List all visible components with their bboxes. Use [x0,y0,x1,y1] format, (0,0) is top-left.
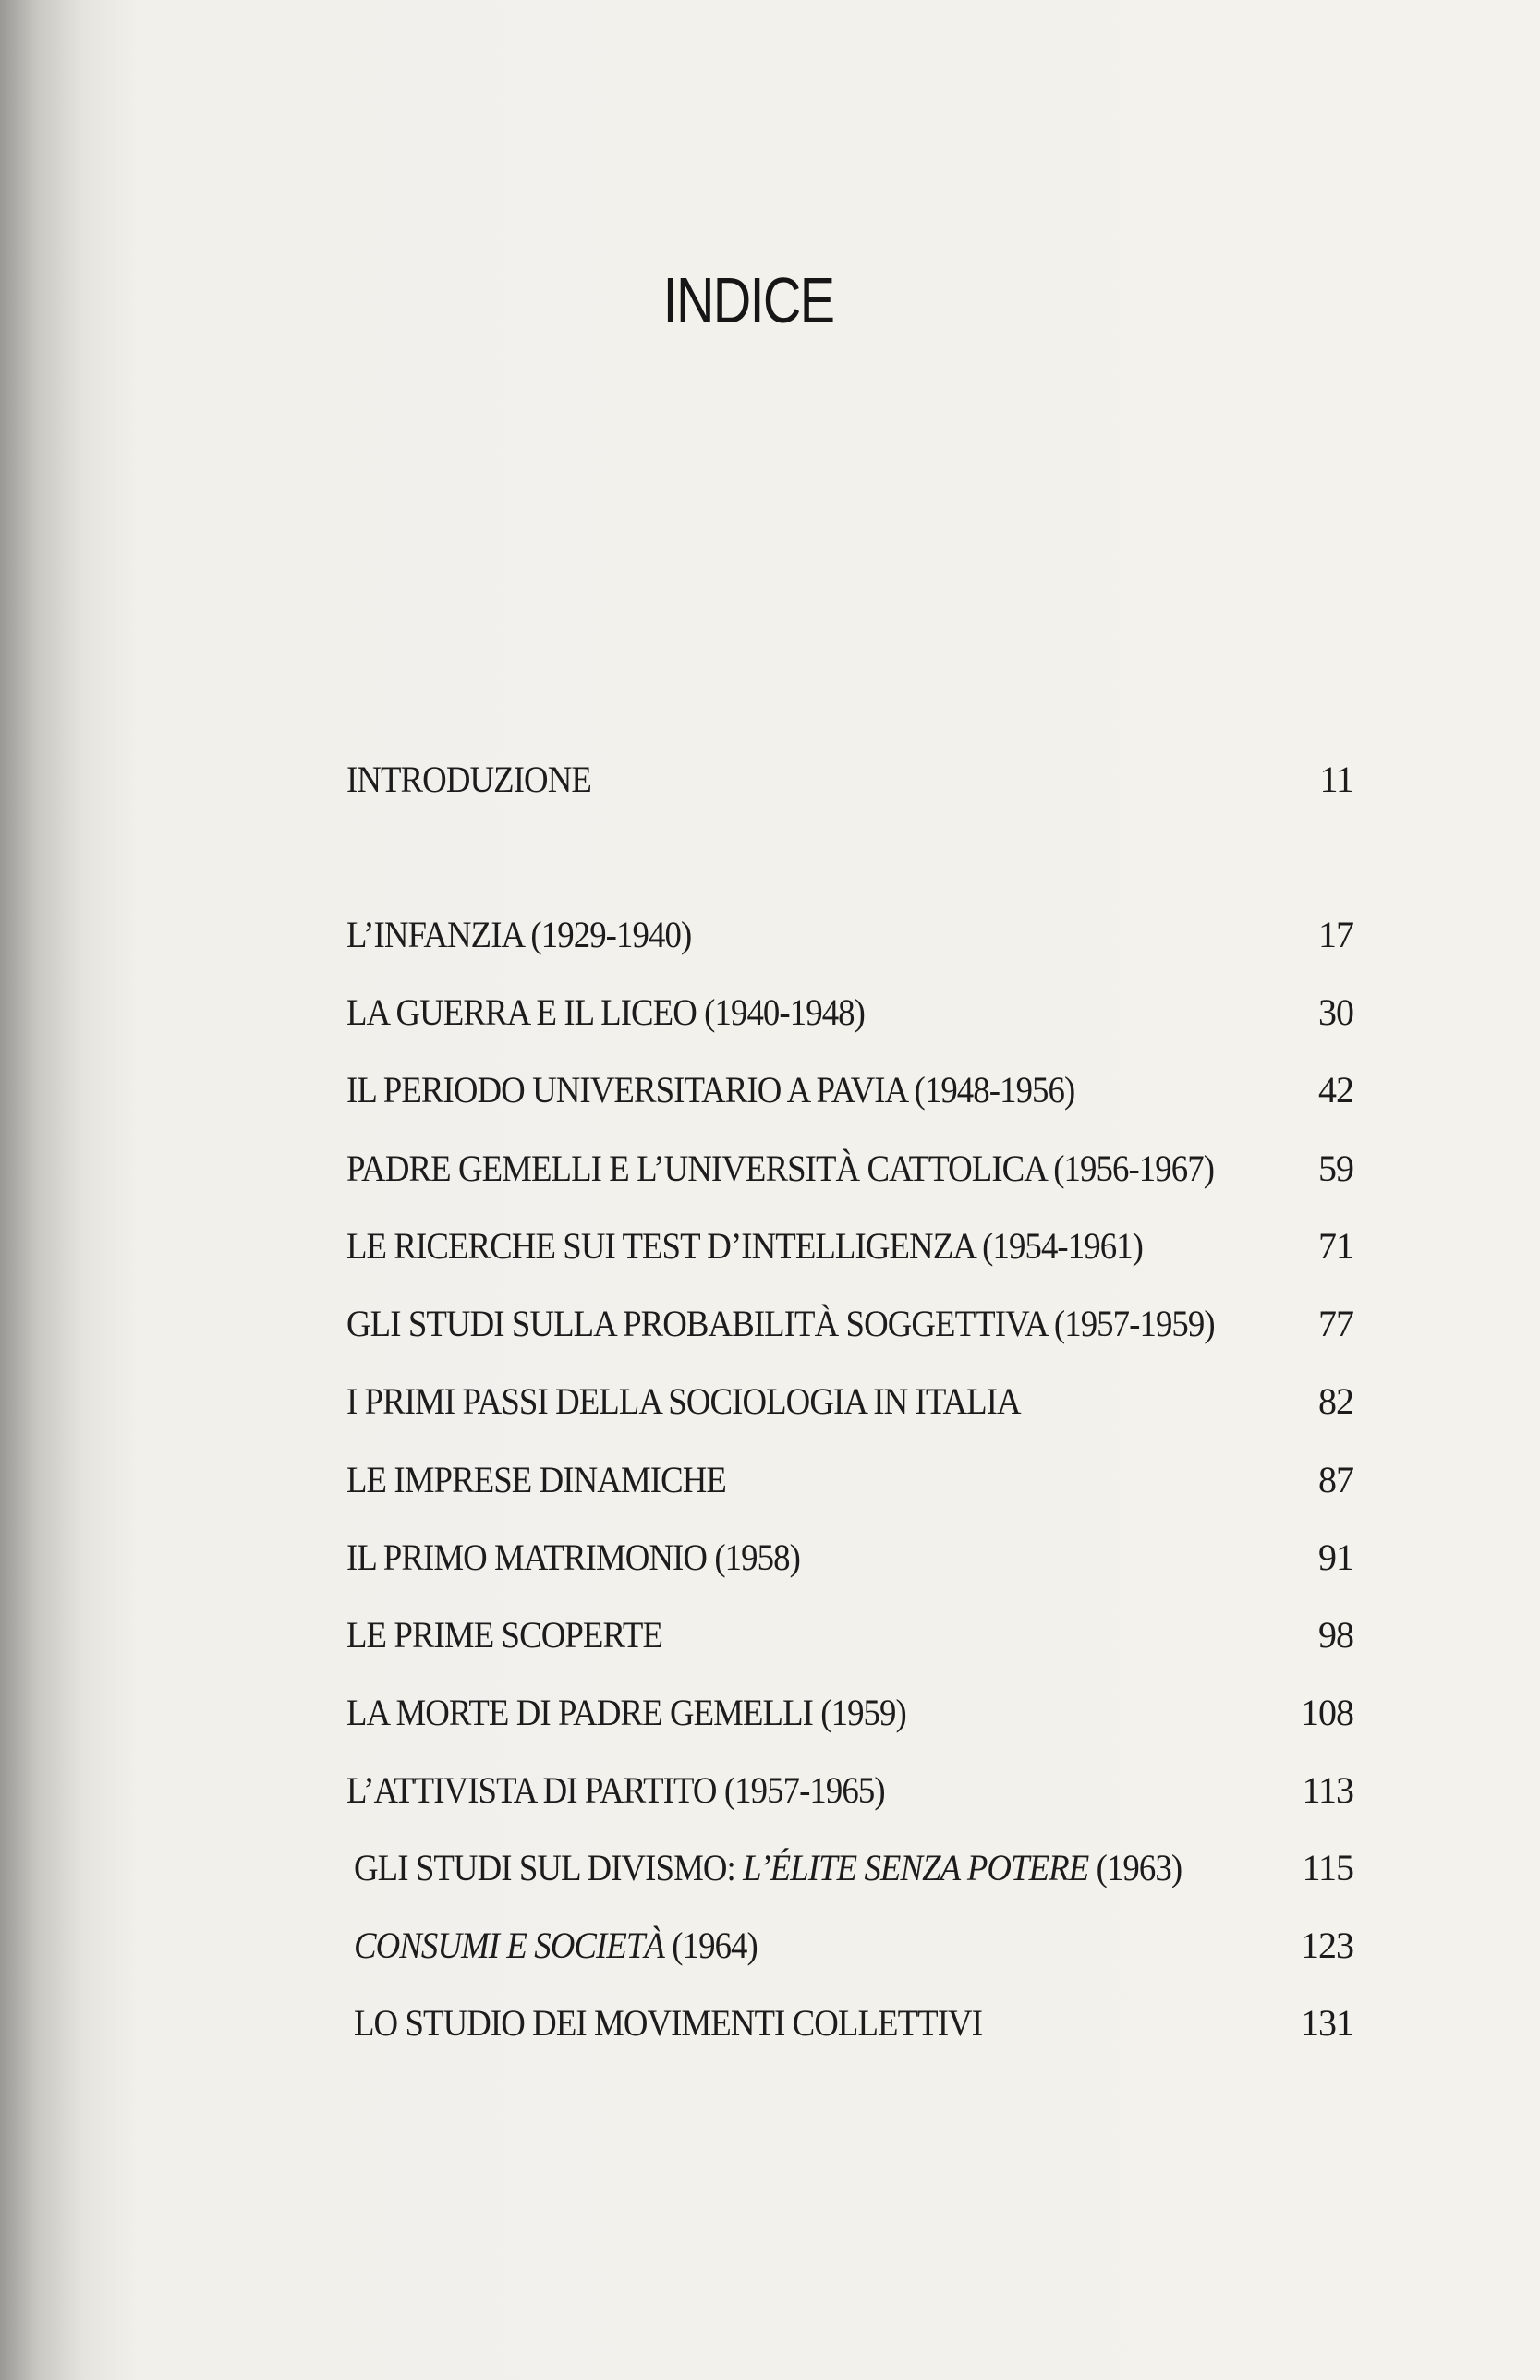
toc-entry [346,1613,1353,1669]
toc-entry-page: 59 [1318,1148,1353,1189]
toc-entry-page: 11 [1319,759,1353,800]
toc-entry [346,1379,1353,1435]
toc-entry [346,990,1353,1046]
toc-entry [354,2001,1353,2057]
toc-entry-title: L’INFANZIA (1929-1940) [346,914,692,955]
toc-entry-page: 71 [1318,1225,1353,1267]
toc-entry [346,1068,1353,1123]
toc-entry-page: 98 [1318,1614,1353,1656]
page-title: INDICE [662,264,834,336]
toc-entry [346,1302,1353,1357]
toc-entry [346,1147,1353,1202]
toc-entry-title: LO STUDIO DEI MOVIMENTI COLLETTIVI [354,2002,983,2044]
toc-entry [346,1224,1353,1280]
toc-entry-title-suffix: (1964) [664,1925,758,1966]
toc-entry-page: 115 [1302,1847,1353,1888]
toc-entry-page: 30 [1318,991,1353,1033]
toc-entry-title: IL PRIMO MATRIMONIO (1958) [346,1536,800,1578]
toc-entry [346,913,1353,968]
toc-entry-title: INTRODUZIONE [346,759,591,800]
toc-entry-title: I PRIMI PASSI DELLA SOCIOLOGIA IN ITALIA [346,1380,1021,1422]
toc-entry-page: 87 [1318,1459,1353,1500]
toc-entry-page: 17 [1318,914,1353,955]
toc-entry-title-italic: CONSUMI E SOCIETÀ [354,1925,665,1966]
toc-entry [346,1691,1353,1746]
toc-entry-title: LA GUERRA E IL LICEO (1940-1948) [346,991,865,1033]
toc-entry [354,1846,1353,1901]
toc-entry-title [354,1846,1182,1889]
toc-entry-title: LE RICERCHE SUI TEST D’INTELLIGENZA (1954-1961) [346,1225,1144,1267]
toc-entry-title: LA MORTE DI PADRE GEMELLI (1959) [346,1692,906,1733]
toc-entry-page: 91 [1318,1536,1353,1578]
toc-entry [346,1768,1353,1824]
toc-entry-title-italic: L’ÉLITE SENZA POTERE [743,1847,1089,1888]
toc-entry-title: LE PRIME SCOPERTE [346,1614,663,1656]
toc-entry-page: 108 [1301,1692,1353,1733]
toc-entry-page: 123 [1301,1925,1353,1966]
toc-entry-title-prefix: GLI STUDI SUL DIVISMO: [354,1847,744,1888]
toc-entry-page: 82 [1318,1380,1353,1422]
toc-entry [354,1924,1353,1979]
toc-entry-title-suffix: (1963) [1088,1847,1182,1888]
toc-entry-page: 42 [1318,1069,1353,1111]
toc-entry [346,1458,1353,1513]
toc-entry-title: PADRE GEMELLI E L’UNIVERSITÀ CATTOLICA (1956-1967) [346,1148,1215,1189]
toc-entry-page: 113 [1302,1769,1353,1811]
toc-entry-title: LE IMPRESE DINAMICHE [346,1459,726,1500]
toc-entry-page: 77 [1318,1303,1353,1344]
toc-entry-title: L’ATTIVISTA DI PARTITO (1957-1965) [346,1769,885,1811]
toc-entry [346,1536,1353,1591]
toc-entry-page: 131 [1301,2002,1353,2044]
toc-entry-title [354,1924,758,1967]
toc-entry-title: IL PERIODO UNIVERSITARIO A PAVIA (1948-1956) [346,1069,1075,1111]
toc-entry-title: GLI STUDI SULLA PROBABILITÀ SOGGETTIVA (1957-1959) [346,1303,1215,1344]
toc-entry [346,758,1353,813]
